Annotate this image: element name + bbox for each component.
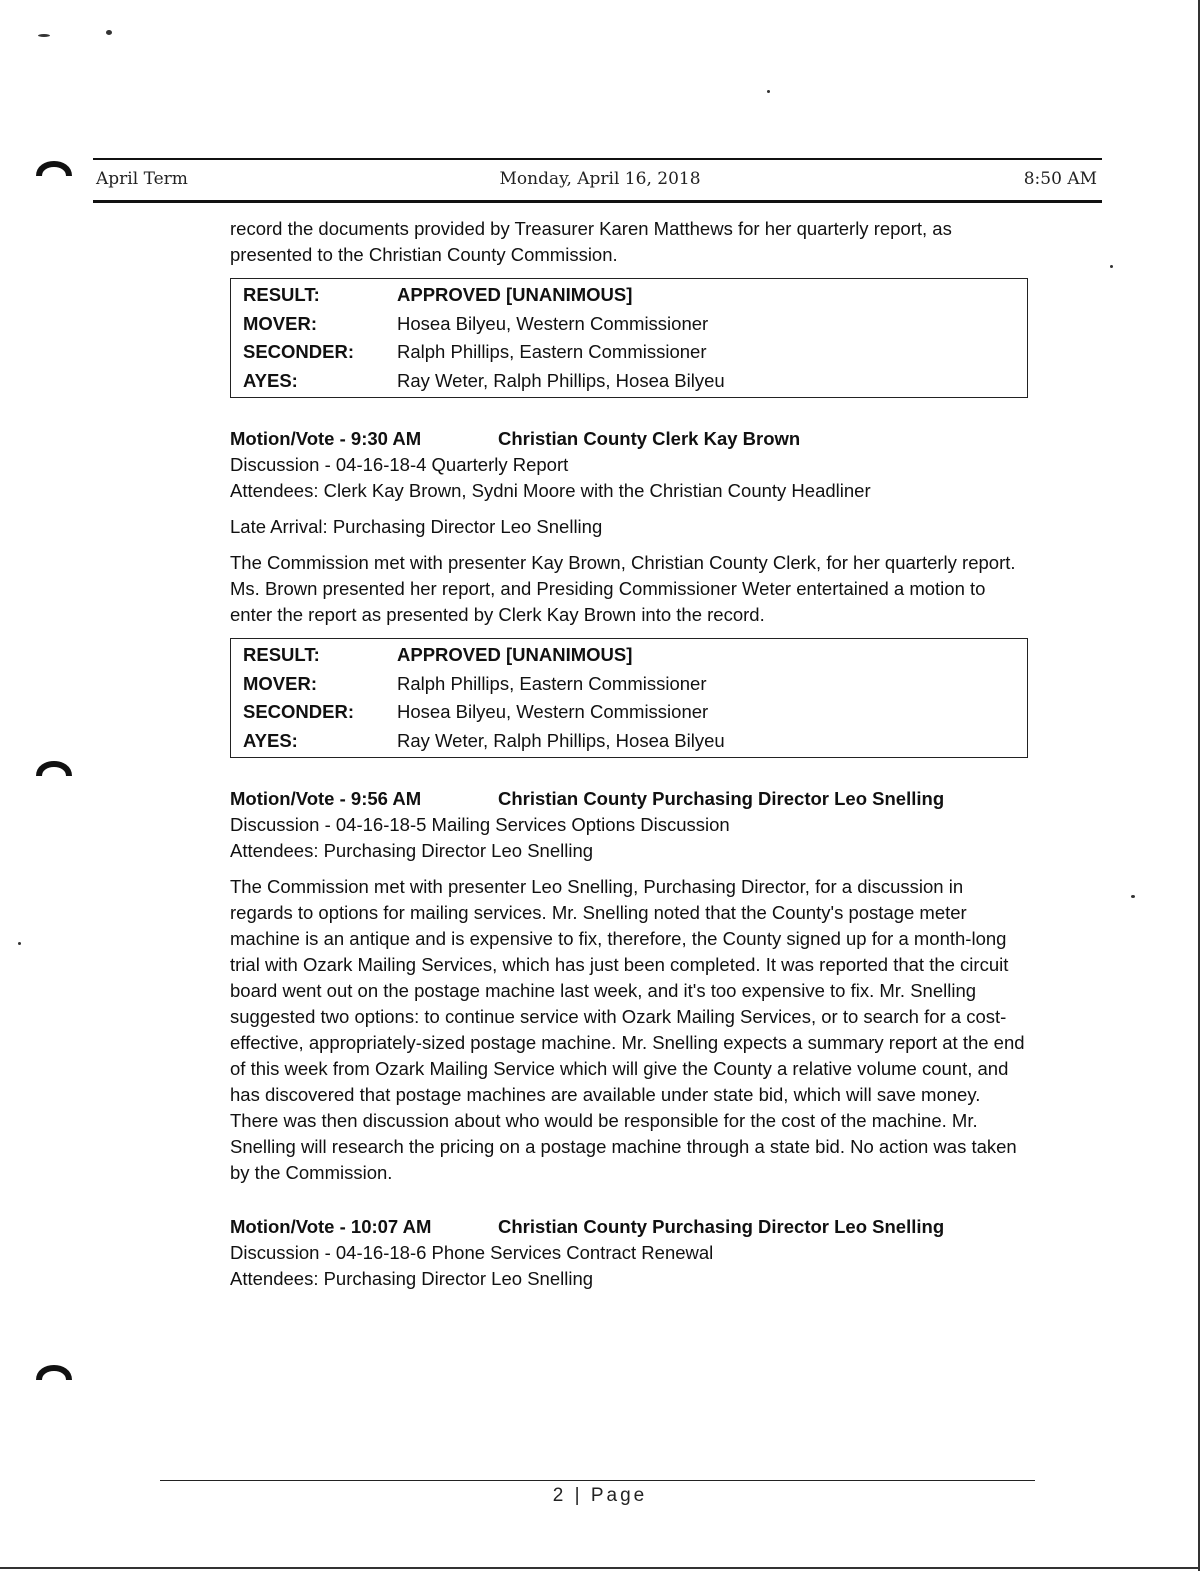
- vote-label: AYES:: [243, 369, 298, 391]
- vote-seconder: Ralph Phillips, Eastern Commissioner: [397, 341, 707, 362]
- minutes-body: [230, 216, 1030, 1292]
- discussion-line: Discussion - 04-16-18-6 Phone Services Contract Renewal: [230, 1242, 714, 1263]
- scan-speck: [1110, 265, 1113, 268]
- vote-row-ayes: [243, 367, 1015, 396]
- binder-hole-icon: [36, 752, 72, 786]
- motion-presenter: Christian County Purchasing Director Leo Snelling: [498, 788, 945, 809]
- discussion-line: Discussion - 04-16-18-5 Mailing Services Options Discussion: [230, 814, 730, 835]
- intro-paragraph: record the documents provided by Treasurer Karen Matthews for her quarterly report, as presented to the Christian County Commission.: [230, 218, 952, 265]
- vote-mover: Ralph Phillips, Eastern Commissioner: [397, 672, 707, 694]
- vote-result: APPROVED [UNANIMOUS]: [397, 284, 633, 305]
- attendees-line: Attendees: Purchasing Director Leo Snelling: [230, 1268, 594, 1289]
- motion-presenter: Christian County Purchasing Director Leo Snelling: [498, 1216, 945, 1237]
- motion-presenter: Christian County Clerk Kay Brown: [498, 428, 801, 449]
- vote-table: [230, 638, 1028, 758]
- vote-label: RESULT:: [243, 284, 320, 305]
- vote-label: SECONDER:: [243, 341, 355, 362]
- vote-label: AYES:: [243, 729, 298, 751]
- vote-row-result: [243, 641, 1015, 670]
- header-time: 8:50 AM: [1023, 169, 1097, 189]
- vote-result: APPROVED [UNANIMOUS]: [397, 644, 633, 665]
- vote-table: [230, 278, 1028, 398]
- vote-row-mover: [243, 310, 1015, 339]
- attendees-line: Attendees: Purchasing Director Leo Snelling: [230, 840, 594, 861]
- page-edge-bottom: [0, 1567, 1200, 1569]
- vote-row-result: [243, 281, 1015, 310]
- vote-mover: Hosea Bilyeu, Western Commissioner: [397, 312, 709, 334]
- attendees-line: Attendees: Clerk Kay Brown, Sydni Moore with the Christian County Headliner: [230, 480, 871, 501]
- vote-label: SECONDER:: [243, 701, 355, 722]
- motion-time: Motion/Vote - 9:56 AM: [230, 788, 422, 809]
- vote-row-seconder: [243, 338, 1015, 367]
- motion-body: The Commission met with presenter Leo Snelling, Purchasing Director, for a discussion in regards to options for mailing services. Mr. Snelling noted that the County's postage meter machine is an antique and is expensive to fix, therefore, the County signed up for a month-long trial with Ozark Mailing Services, which has just been completed. It was reported that the circuit board went out on the postage machine last week, and it's too expensive to fix. Mr. Snelling suggested two options: to continue service with Ozark Mailing Services, or to search for a cost-effective, appropriately-sized postage machine. Mr. Snelling expects a summary report at the end of this week from Ozark Mailing Service which will give the County a relative volume count, and has discovered that postage machines are available under state bid, which will save money. There was then discussion about who would be responsible for the cost of the machine. Mr. Snelling will research the pricing on a postage machine through a state bid. No action was taken by the Commission.: [230, 876, 1025, 1183]
- scan-speck: [18, 942, 21, 945]
- scan-speck: [106, 30, 112, 35]
- vote-row-mover: [243, 670, 1015, 699]
- header-rule-bottom: [93, 200, 1102, 203]
- motion-heading: [230, 426, 1030, 452]
- page-number: 2 | Page: [552, 1485, 648, 1506]
- vote-label: MOVER:: [243, 312, 317, 334]
- vote-label: MOVER:: [243, 672, 317, 694]
- scan-speck: [767, 90, 770, 93]
- motion-heading: [230, 786, 1030, 812]
- vote-ayes: Ray Weter, Ralph Phillips, Hosea Bilyeu: [397, 729, 725, 751]
- binder-hole-icon: [36, 1356, 72, 1390]
- discussion-line: Discussion - 04-16-18-4 Quarterly Report: [230, 454, 569, 475]
- vote-row-ayes: [243, 727, 1015, 756]
- scan-speck: [38, 34, 50, 37]
- footer-rule: [160, 1480, 1035, 1481]
- motion-time: Motion/Vote - 10:07 AM: [230, 1216, 432, 1237]
- vote-row-seconder: [243, 698, 1015, 727]
- motion-time: Motion/Vote - 9:30 AM: [230, 428, 422, 449]
- header-date: Monday, April 16, 2018: [499, 169, 701, 189]
- header-rule-top: [93, 158, 1102, 160]
- motion-body: The Commission met with presenter Kay Brown, Christian County Clerk, for her quarterly report. Ms. Brown presented her report, and Presiding Commissioner Weter entertained a motion to enter the report as presented by Clerk Kay Brown into the record.: [230, 552, 1016, 625]
- vote-label: RESULT:: [243, 644, 320, 665]
- motion-heading: [230, 1214, 1030, 1240]
- vote-ayes: Ray Weter, Ralph Phillips, Hosea Bilyeu: [397, 369, 725, 391]
- vote-seconder: Hosea Bilyeu, Western Commissioner: [397, 701, 709, 722]
- header-term: April Term: [96, 169, 188, 189]
- late-arrival-line: Late Arrival: Purchasing Director Leo Snelling: [230, 516, 603, 537]
- scan-speck: [1131, 895, 1135, 898]
